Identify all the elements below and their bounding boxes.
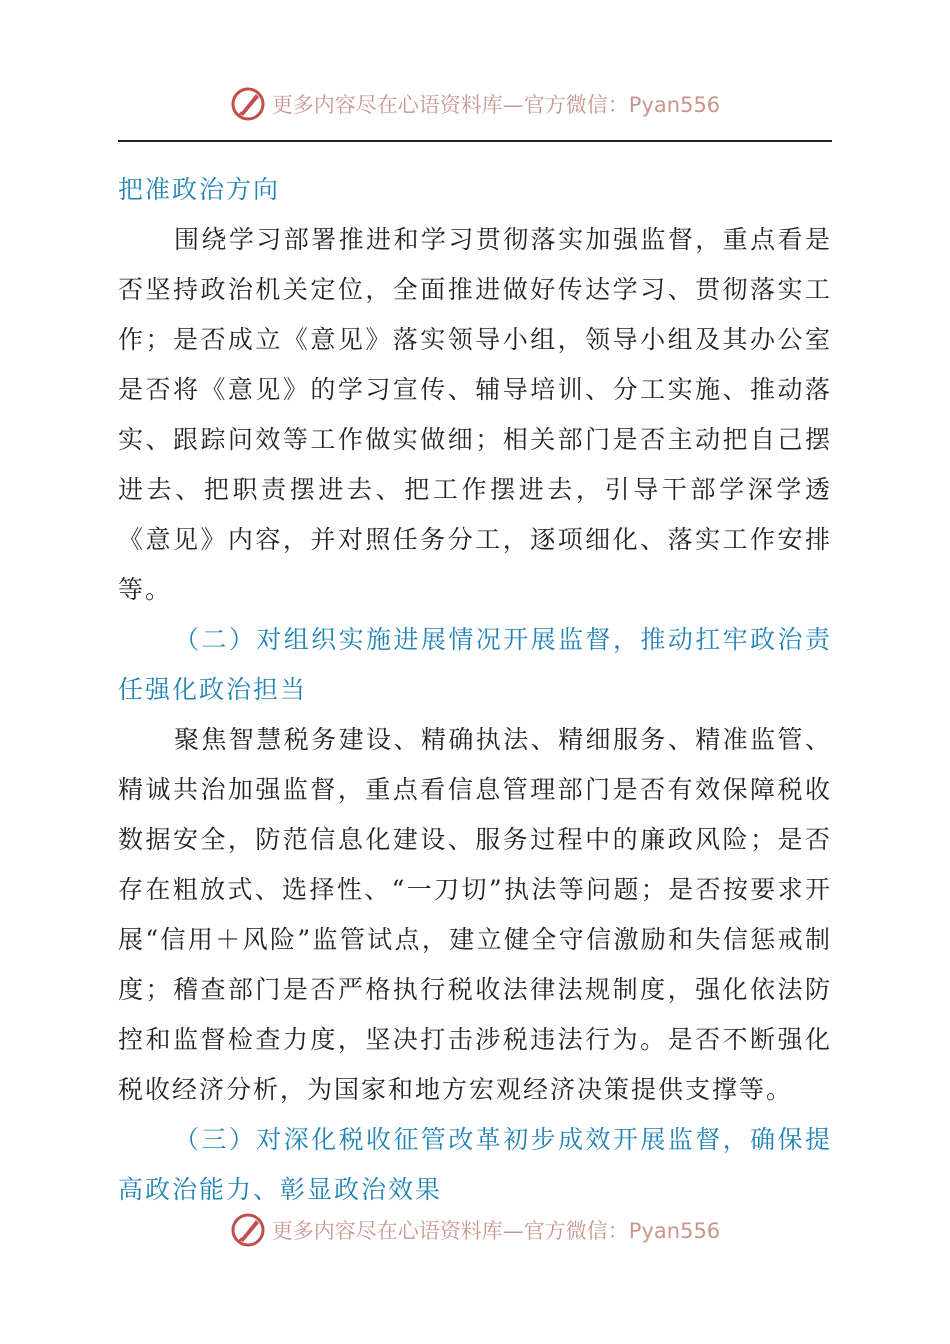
quill-logo-icon bbox=[230, 1212, 266, 1248]
watermark-text: 更多内容尽在心语资料库—官方微信：Pyan556 bbox=[271, 1219, 721, 1243]
document-body bbox=[118, 165, 832, 1215]
footer-watermark bbox=[0, 1208, 950, 1252]
section-heading-tail: 把准政治方向 bbox=[118, 175, 281, 204]
paragraph-1: 围绕学习部署推进和学习贯彻落实加强监督，重点看是否坚持政治机关定位，全面推进做好传达学习、贯彻落实工作；是否成立《意见》落实领导小组，领导小组及其办公室是否将《意见》的学习宣传、辅导培训、分工实施、推动落实、跟踪问效等工作做实做细；相关部门是否主动把自己摆进去、把职责摆进去、把工作摆进去，引导干部学深学透《意见》内容，并对照任务分工，逐项细化、落实工作安排等。 bbox=[118, 225, 832, 604]
header-divider bbox=[118, 140, 832, 142]
quill-logo-icon bbox=[230, 86, 266, 122]
watermark-text: 更多内容尽在心语资料库—官方微信：Pyan556 bbox=[271, 93, 721, 117]
header-watermark bbox=[0, 82, 950, 126]
section-heading-3: （三）对深化税收征管改革初步成效开展监督，确保提高政治能力、彰显政治效果 bbox=[118, 1125, 832, 1204]
section-heading-2: （二）对组织实施进展情况开展监督，推动扛牢政治责任强化政治担当 bbox=[118, 625, 832, 704]
paragraph-2: 聚焦智慧税务建设、精确执法、精细服务、精准监管、精诚共治加强监督，重点看信息管理部门是否有效保障税收数据安全，防范信息化建设、服务过程中的廉政风险；是否存在粗放式、选择性、“一刀切”执法等问题；是否按要求开展“信用＋风险”监管试点，建立健全守信激励和失信惩戒制度；稽查部门是否严格执行税收法律法规制度，强化依法防控和监督检查力度，坚决打击涉税违法行为。是否不断强化税收经济分析，为国家和地方宏观经济决策提供支撑等。 bbox=[118, 725, 832, 1104]
